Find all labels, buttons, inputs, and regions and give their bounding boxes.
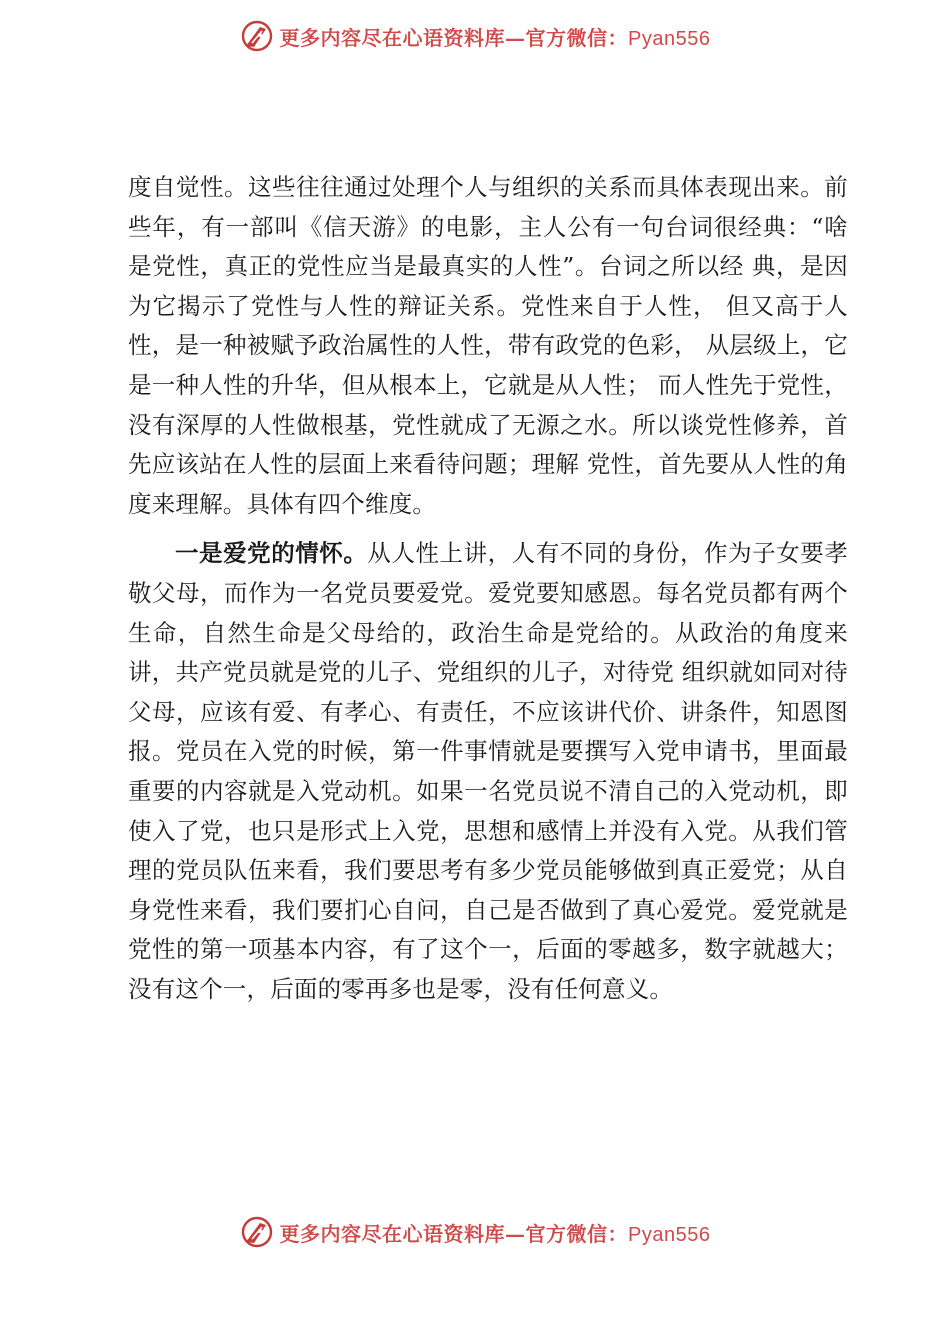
header-banner-text [280, 22, 711, 51]
document-body [128, 168, 848, 1009]
header-wechat-id: Pyan556 [628, 27, 711, 50]
header-banner [0, 14, 950, 58]
paragraph-2-lead: 一是爱党的情怀。 [175, 539, 368, 568]
footer-banner [0, 1210, 950, 1254]
pen-nib-logo-icon [240, 19, 274, 53]
footer-banner-slogan: 更多内容尽在心语资料库—官方微信： [279, 1221, 629, 1246]
footer-banner-text [280, 1218, 711, 1247]
paragraph-2 [128, 534, 848, 1009]
header-banner-slogan: 更多内容尽在心语资料库—官方微信： [279, 25, 629, 50]
pen-nib-logo-icon [240, 1215, 274, 1249]
footer-wechat-id: Pyan556 [628, 1223, 711, 1246]
paragraph-2-text: 从人性上讲，人有不同的身份，作为子女要孝敬父母，而作为一名党员要爱党。爱党要知感恩。每名党员都有两个生命，自然生命是父母给的，政治生命是党给的。从政治的角度来讲，共产党员就是党的儿子、党组织的儿子，对待党 组织就如同对待父母，应该有爱、有孝心、有责任，不应该讲代价、讲条件，知恩图报。党员在入党的时候，第一件事情就是要撰写入党申请书，里面最重要的内容就是入党动机。如果一名党员说不清自己的入党动机，即使入了党，也只是形式上入党，思想和感情上并没有入党。从我们管理的党员队伍来看，我们要思考有多少党员能够做到真正爱党；从自身党性来看，我们要扪心自问，自己是否做到了真心爱党。爱党就是党性的第一项基本内容，有了这个一，后面的零越多，数字就越大；没有这个一，后面的零再多也是零，没有任何意义。 [128, 539, 848, 1003]
paragraph-1: 度自觉性。这些往往通过处理个人与组织的关系而具体表现出来。前些年，有一部叫《信天游》的电影，主人公有一句台词很经典：“啥是党性，真正的党性应当是最真实的人性”。台词之所以经 典，是因为它揭示了党性与人性的辩证关系。党性来自于人性， 但又高于人性，是一种被赋予政治属性的人性，带有政党的色彩， 从层级上，它是一种人性的升华，但从根本上，它就是从人性； 而人性先于党性，没有深厚的人性做根基，党性就成了无源之水。所以谈党性修养，首先应该站在人性的层面上来看待问题；理解 党性，首先要从人性的角度来理解。具体有四个维度。 [128, 173, 848, 518]
